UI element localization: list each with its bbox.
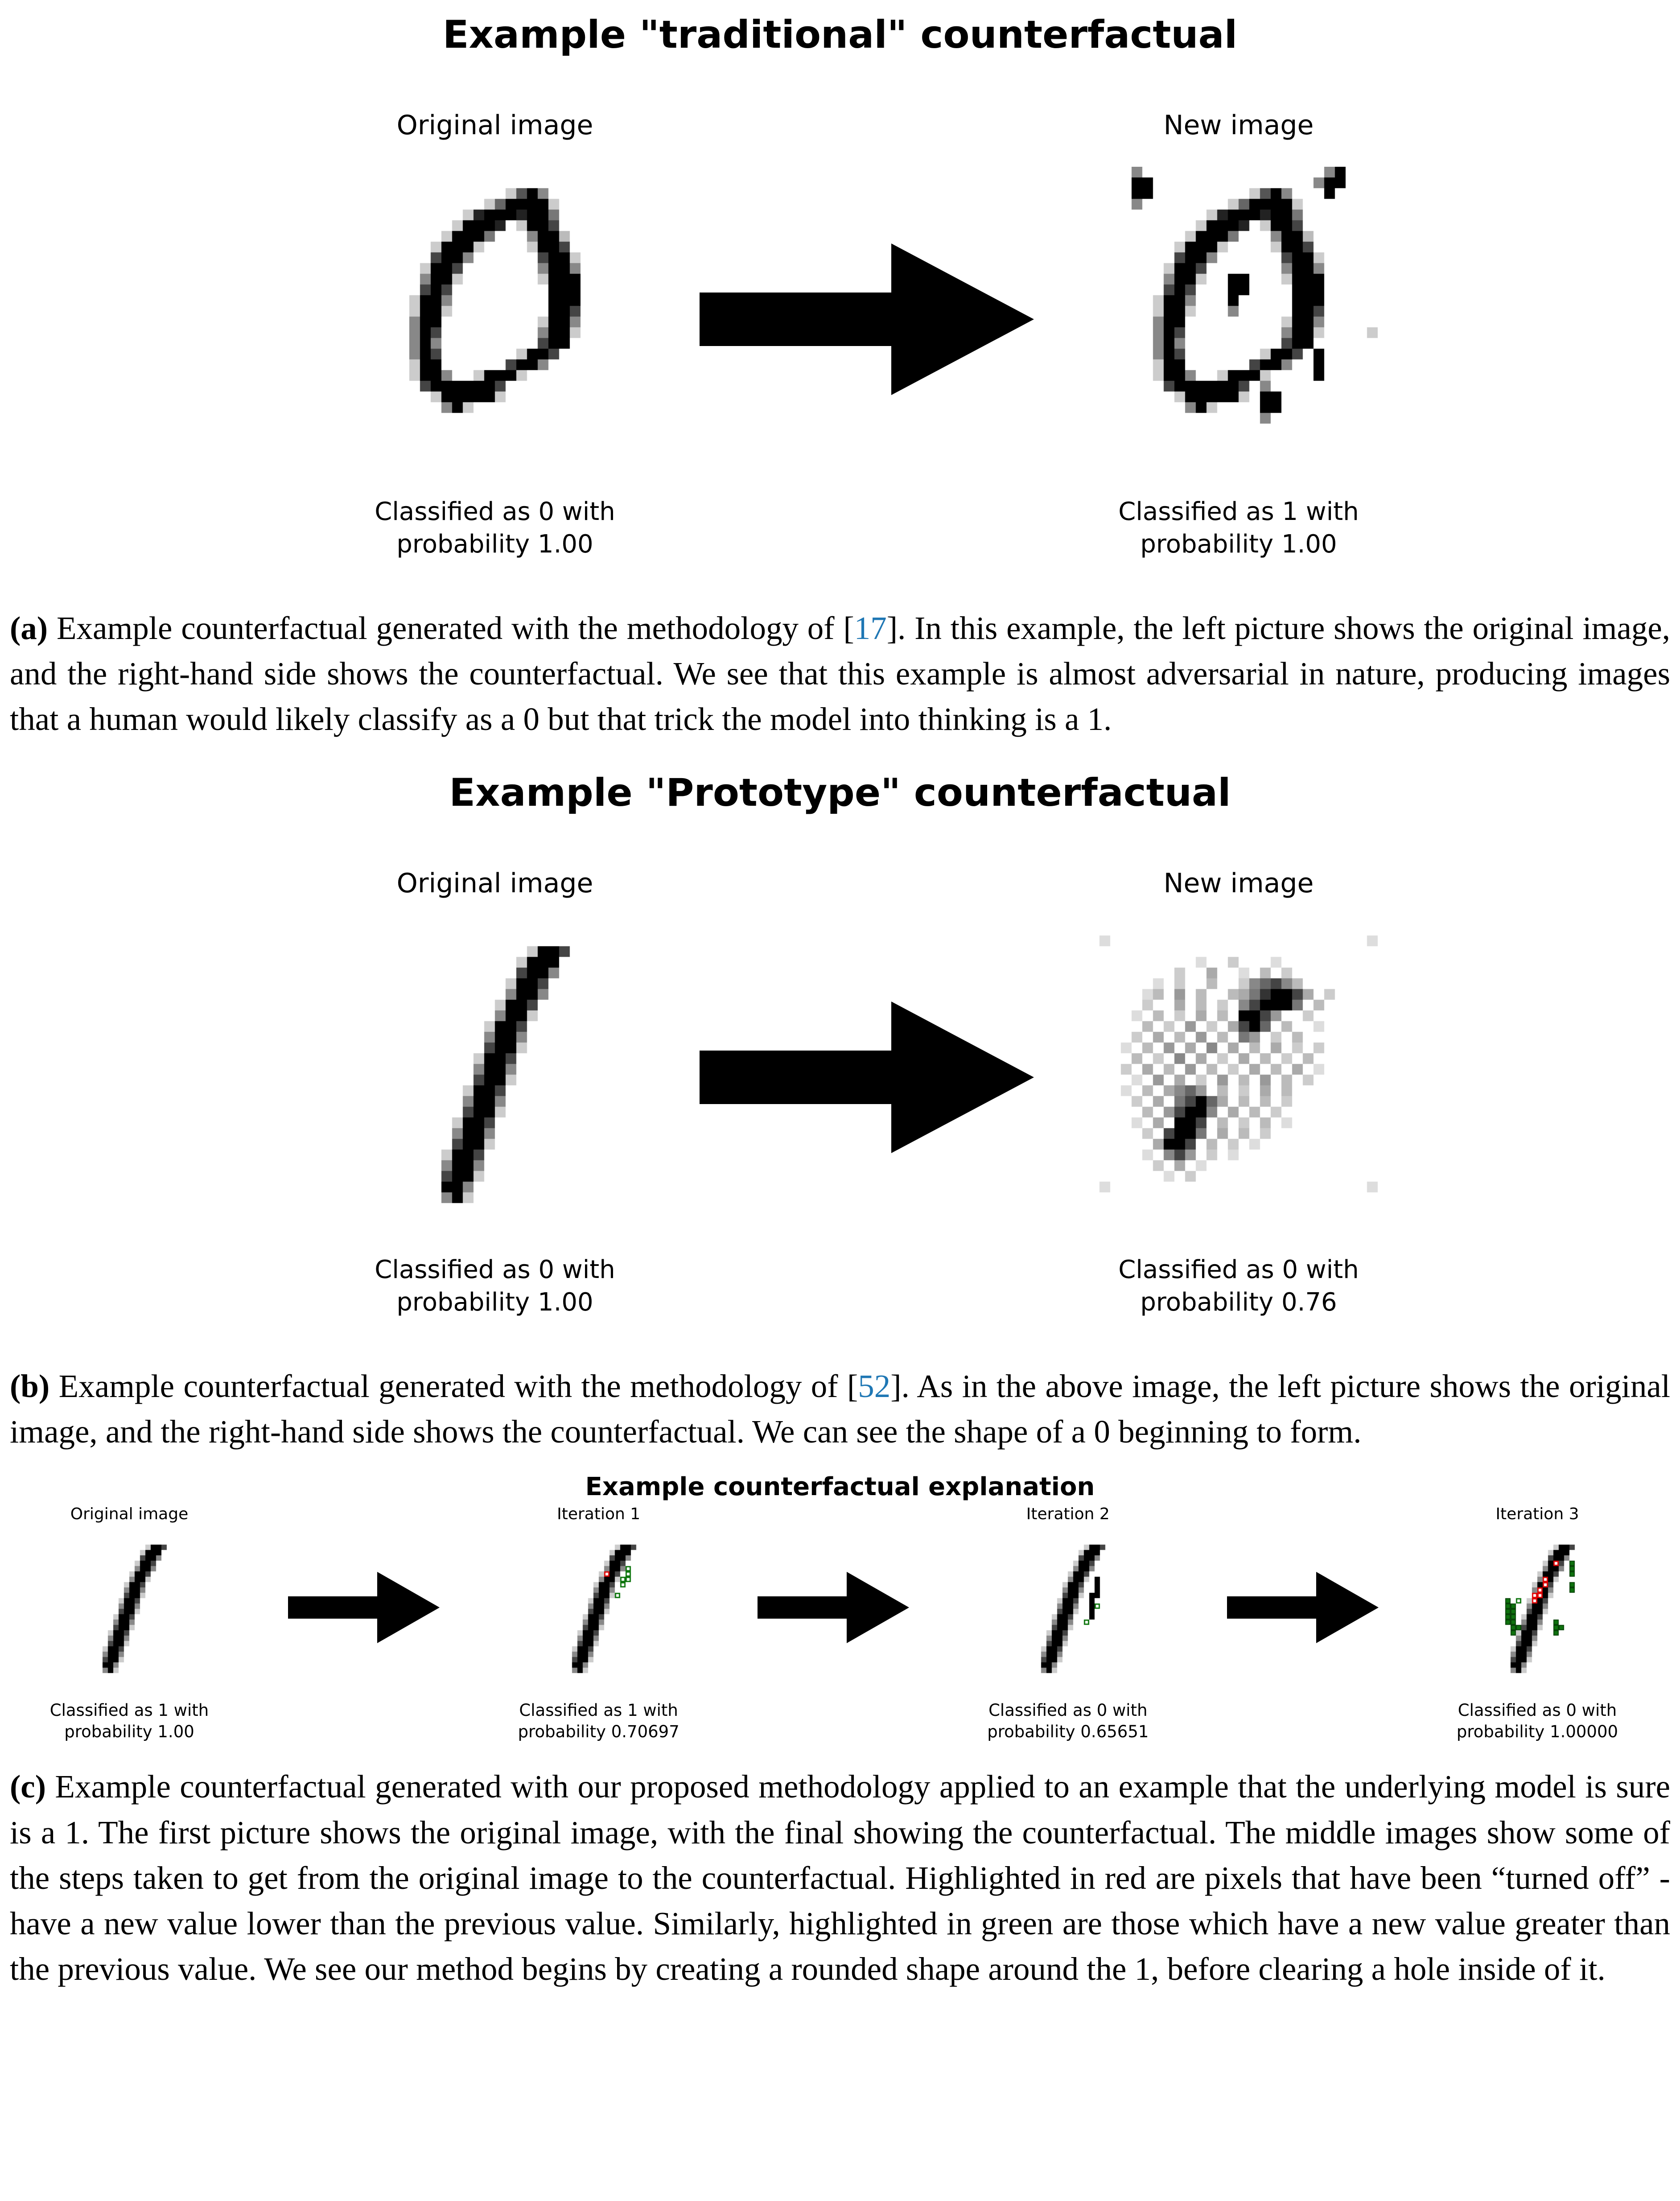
classification-caption [505,1700,692,1743]
mnist-digit-image [345,167,645,466]
caption-text: Example counterfactual generated with our proposed methodology applied to an example that the underlying model is sure is a 1. The first picture shows the original image, with the final showing the counterfactual. The middle images show some of the steps taken to get from the original image to the counterfactual. Highlighted in red are pixels that have been “turned off” - have a new value lower than the previous value. Similarly, highlighted in green are those which have a new value greater than the previous value. We see our method begins by creating a rounded shape around the 1, before clearing a hole inside of it. [10,1768,1670,1987]
subcaption-b [10,1364,1670,1455]
caption-line: probability 0.65651 [987,1722,1149,1742]
caption-label: (a) [10,610,48,646]
caption-line: probability 1.00000 [1456,1722,1618,1742]
classification-caption [1087,1254,1390,1319]
panel-c-image-row [0,1505,1680,1743]
caption-line: Classified as 0 with [1458,1701,1617,1720]
citation-link[interactable]: 52 [858,1368,891,1404]
caption-line: probability 1.00 [396,1287,593,1317]
panel-c [0,1472,1680,1992]
caption-line: Classified as 1 with [519,1701,678,1720]
caption-label: (b) [10,1368,50,1404]
right-arrow-icon [700,1002,1034,1155]
panel-a-title: Example "traditional" counterfactual [442,12,1238,57]
step-label: Iteration 2 [1026,1505,1110,1524]
classification-caption [1087,496,1390,561]
panel-c-step-column [36,1505,223,1743]
caption-label: (c) [10,1768,46,1805]
step-label: Iteration 3 [1495,1505,1579,1524]
subcaption-a [10,606,1670,742]
caption-text: Example counterfactual generated with the methodology of [ [49,1368,858,1404]
right-arrow-icon [700,243,1034,397]
panel-c-step-column [974,1505,1161,1743]
caption-line: Classified as 1 with [49,1701,209,1720]
citation-link[interactable]: 17 [854,610,887,646]
subcaption-c [10,1764,1670,1992]
classification-caption [36,1700,223,1743]
mnist-digit-image [1089,167,1388,466]
panel-b-image-row [0,868,1680,1319]
classification-caption [343,496,646,561]
panel-b-new-column [1087,868,1390,1319]
original-image-label: Original image [396,868,593,899]
original-image-label: Original image [396,110,593,141]
mnist-digit-image [1462,1534,1612,1684]
panel-a-original-column [343,110,646,561]
caption-line: probability 1.00 [64,1722,194,1742]
step-label: Original image [70,1505,189,1524]
caption-line: probability 1.00 [1140,529,1337,559]
panel-c-title: Example counterfactual explanation [585,1472,1095,1502]
caption-line: Classified as 0 with [375,497,615,526]
caption-line: probability 1.00 [396,529,593,559]
classification-caption [343,1254,646,1319]
caption-text: ]. As in the above image, the left picture shows the original image, and the right-hand side shows the counterfactual. We can see the shape of a 0 beginning to form. [10,1368,1670,1450]
mnist-digit-image [1089,925,1388,1224]
right-arrow-icon [288,1572,440,1645]
right-arrow-icon [1227,1572,1379,1645]
new-image-label: New image [1163,110,1314,141]
panel-a-new-column [1087,110,1390,561]
panel-c-step-column [1444,1505,1631,1743]
panel-b [0,771,1680,1455]
mnist-digit-image [524,1534,674,1684]
caption-line: Classified as 1 with [1118,497,1359,526]
classification-caption [974,1700,1161,1743]
caption-line: probability 0.76 [1140,1287,1337,1317]
new-image-label: New image [1163,868,1314,899]
classification-caption [1444,1700,1631,1743]
panel-b-title: Example "Prototype" counterfactual [449,771,1231,816]
caption-line: Classified as 0 with [1118,1255,1359,1285]
panel-c-step-column [505,1505,692,1743]
caption-line: Classified as 0 with [988,1701,1148,1720]
panel-a [0,12,1680,742]
caption-line: Classified as 0 with [375,1255,615,1285]
caption-text: Example counterfactual generated with the methodology of [ [48,610,854,646]
mnist-digit-image [54,1534,204,1684]
mnist-digit-image [345,925,645,1224]
step-label: Iteration 1 [557,1505,641,1524]
panel-b-original-column [343,868,646,1319]
right-arrow-icon [758,1572,909,1645]
panel-a-image-row [0,110,1680,561]
mnist-digit-image [993,1534,1143,1684]
caption-line: probability 0.70697 [518,1722,679,1742]
caption-text: ]. In this example, the left picture shows the original image, and the right-hand side shows the counterfactual. We see that this example is almost adversarial in nature, producing images that a human would likely classify as a 0 but that trick the model into thinking is a 1. [10,610,1670,737]
